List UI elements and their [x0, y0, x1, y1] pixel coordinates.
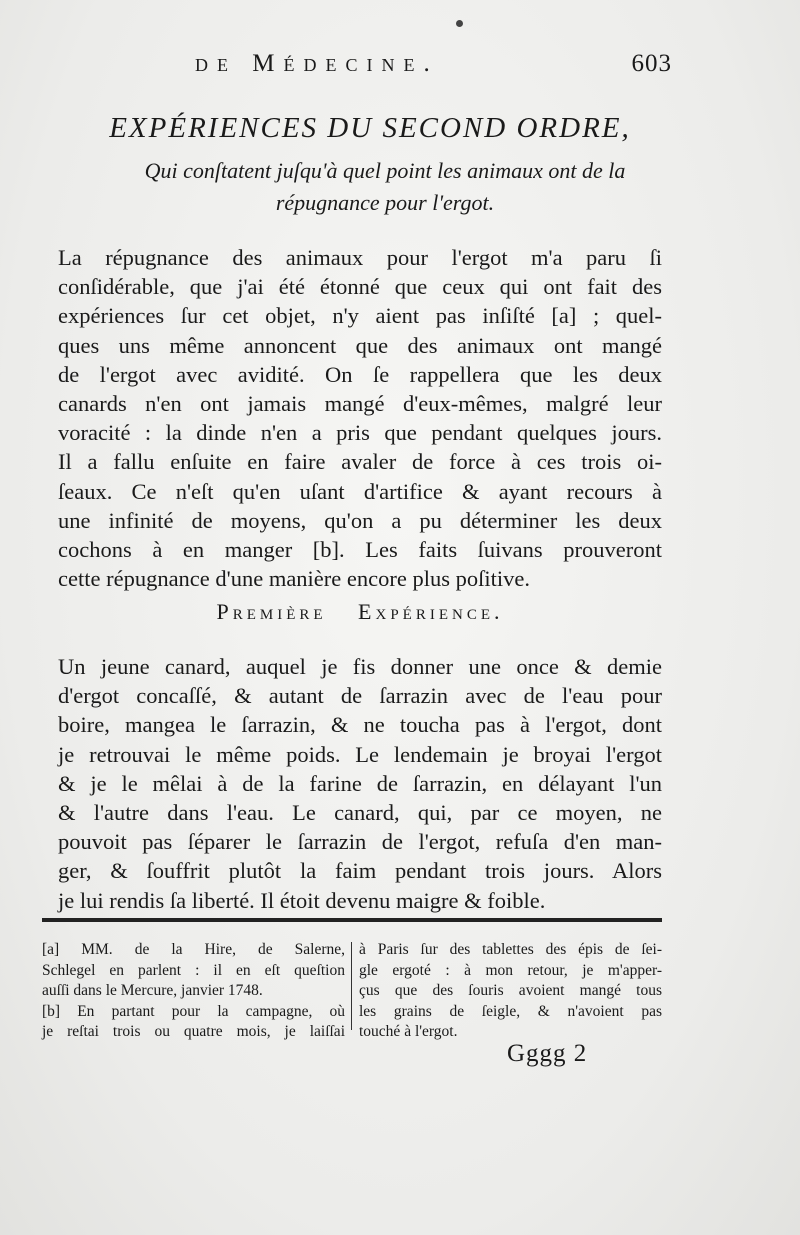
- section-title: EXPÉRIENCES DU SECOND ORDRE,: [109, 112, 631, 144]
- text-line: cette répugnance d'une manière encore plus poſitive.: [58, 566, 530, 592]
- text-line: canards n'en ont jamais mangé d'eux-mêmes, malgré leur: [58, 391, 662, 417]
- paragraph-experiment: [58, 652, 662, 915]
- text-line: voracité : la dinde n'en a pris que pendant quelques jours.: [58, 420, 662, 446]
- text-line: & je le mêlai à de la farine de ſarrazin, en délayant l'un: [58, 770, 662, 796]
- footnote-line: les grains de ſeigle, & n'avoient pas: [359, 1002, 662, 1020]
- footnote-line: [b] En partant pour la campagne, où: [42, 1002, 345, 1020]
- footnote-column-right: [359, 940, 662, 1043]
- footnote-line: à Paris ſur des tablettes des épis de ſei-: [359, 941, 662, 958]
- section-subtitle: [90, 155, 680, 219]
- footnote-column-left: [42, 940, 345, 1043]
- text-line: boire, mangea le ſarrazin, & ne toucha pas à l'ergot, dont: [58, 712, 662, 738]
- ink-spot: [456, 20, 463, 27]
- text-line: La répugnance des animaux pour l'ergot m'a paru ſi: [58, 245, 662, 270]
- page-number: 603: [631, 50, 672, 77]
- text-line: cochons à en manger [b]. Les faits ſuivans prouveront: [58, 537, 662, 563]
- text-line: Il a fallu enſuite en faire avaler de force à ces trois oi-: [58, 449, 662, 475]
- footnote-line: çus que des ſouris avoient mangé tous: [359, 982, 662, 999]
- footnote-rule: [42, 918, 662, 922]
- text-line: Un jeune canard, auquel je fis donner une once & demie: [58, 654, 662, 679]
- experiment-heading: Première Expérience.: [216, 599, 504, 624]
- text-line: pouvoit pas ſéparer le ſarrazin de l'ergot, refuſa d'en man-: [58, 829, 662, 855]
- footnote-line: gle ergoté : à mon retour, je m'apper-: [359, 961, 662, 979]
- text-line: ſeaux. Ce n'eſt qu'en uſant d'artifice & ayant recours à: [58, 478, 662, 504]
- text-line: d'ergot concaſſé, & autant de ſarrazin avec de l'eau pour: [58, 683, 662, 709]
- text-line: ques uns même annoncent que des animaux ont mangé: [58, 332, 662, 358]
- page-header: [195, 50, 672, 78]
- column-divider: [351, 942, 352, 1030]
- text-line: je retrouvai le même poids. Le lendemain je broyai l'ergot: [58, 741, 662, 767]
- text-line: conſidérable, que j'ai été étonné que ceux qui ont fait des: [58, 274, 662, 300]
- footnote-line: [a] MM. de la Hire, de Salerne,: [42, 941, 345, 958]
- text-line: & l'autre dans l'eau. Le canard, qui, par ce moyen, ne: [58, 800, 662, 826]
- text-line: expériences ſur cet objet, n'y aient pas inſiſté [a] ; quel-: [58, 303, 662, 329]
- footnote-line: touché à l'ergot.: [359, 1023, 458, 1040]
- text-line: une infinité de moyens, qu'on a pu déterminer les deux: [58, 507, 662, 533]
- text-line: je lui rendis ſa liberté. Il étoit devenu maigre & foible.: [58, 887, 546, 913]
- footnote-line: Schlegel en parlent : il en eſt queſtion: [42, 961, 345, 979]
- footnote-line: je reſtai trois ou quatre mois, je laiſſai: [42, 1023, 345, 1040]
- paragraph-intro: [58, 243, 662, 593]
- subtitle-line: répugnance pour l'ergot.: [275, 190, 495, 215]
- running-title: de Médecine.: [195, 50, 439, 77]
- text-line: de l'ergot avec avidité. On ſe rappellera que les deux: [58, 361, 662, 387]
- text-line: ger, & ſouffrit plutôt la faim pendant trois jours. Alors: [58, 858, 662, 884]
- subtitle-line: Qui conſtatent juſqu'à quel point les animaux ont de la: [144, 158, 626, 183]
- footnote-line: auſſi dans le Mercure, janvier 1748.: [42, 982, 263, 999]
- signature-mark: Gggg 2: [507, 1040, 588, 1067]
